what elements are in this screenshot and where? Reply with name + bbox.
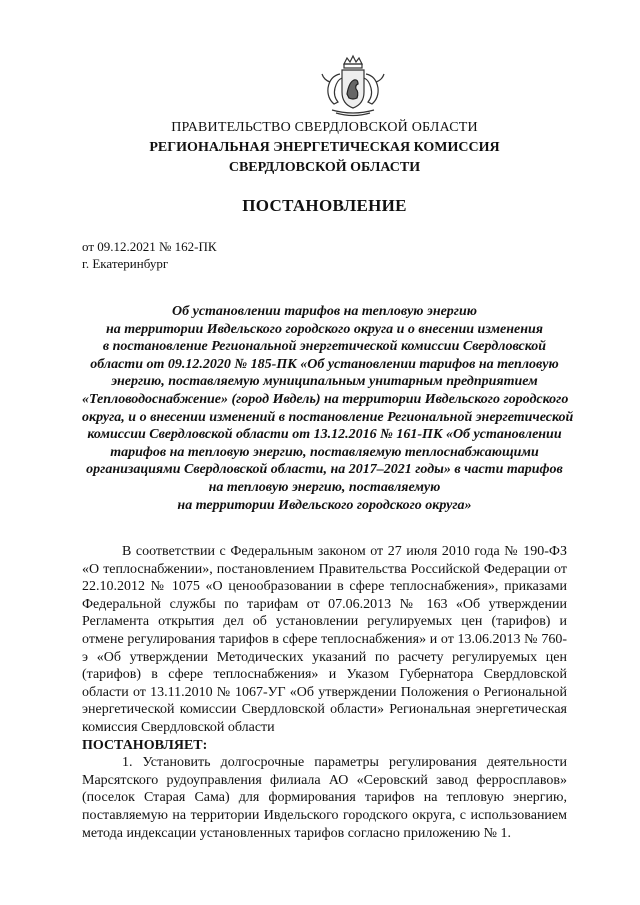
title-line: округа, и о внесении изменений в постановление Региональной энергетической [82,409,574,425]
title-line: на территории Ивдельского городского округа» [177,497,472,513]
decree-heading: ПОСТАНОВЛЯЕТ: [82,737,208,753]
title-line: тарифов на тепловую энергию, поставляемую теплоснабжающими [110,444,539,460]
preamble-paragraph: В соответствии с Федеральным законом от 27 июля 2010 года № 190-ФЗ «О теплоснабжении», постановлением Правительства Российской Федерации от 22.10.2012 № 1075 «О ценообразовании в сфере теплоснабжения», приказами Федеральной службы по тарифам от 07.06.2013 № 163 «Об утверждении Регламента открытия дел об установлении регулируемых цен (тарифов) и отмене регулирования тарифов в сфере теплоснабжения» и от 13.06.2013 № 760-э «Об утверждении Методических указаний по расчету регулируемых цен (тарифов) в сфере теплоснабжения» и Указом Губернатора Свердловской области от 13.11.2010 № 1067-УГ «Об утверждении Положения о Региональной энергетической комиссии Свердловской области» Региональная энергетическая комиссия Свердловской области [82,544,567,735]
document-type: ПОСТАНОВЛЕНИЕ [242,196,407,215]
document-meta [82,238,217,272]
title-line: на территории Ивдельского городского округа и о внесении изменения [105,321,544,337]
commission-name-line-2: СВЕРДЛОВСКОЙ ОБЛАСТИ [228,160,421,175]
government-name: ПРАВИТЕЛЬСТВО СВЕРДЛОВСКОЙ ОБЛАСТИ [171,120,478,135]
title-line: области от 09.12.2020 № 185-ПК «Об установлении тарифов на тепловую [90,356,559,372]
title-line: комиссии Свердловской области от 13.12.2016 № 161-ПК «Об установлении [87,427,562,443]
document-body [82,543,567,842]
title-line: в постановление Региональной энергетической комиссии Свердловской [102,339,547,355]
city: г. Екатеринбург [82,256,169,271]
title-line: организациями Свердловской области, на 2017–2021 годы» в части тарифов [86,462,563,478]
commission-name [82,138,567,178]
title-line: Об установлении тарифов на тепловую энергию [172,304,477,319]
title-line: на тепловую энергию, поставляемую [208,479,441,495]
commission-name-line-1: РЕГИОНАЛЬНАЯ ЭНЕРГЕТИЧЕСКАЯ КОМИССИЯ [149,140,500,155]
date-number: от 09.12.2021 № 162-ПК [82,239,217,254]
title-line: «Тепловодоснабжение» (город Ивдель) на территории Ивдельского городского [82,391,569,407]
coat-of-arms-icon [316,52,390,118]
item-1-paragraph: 1. Установить долгосрочные параметры регулирования деятельности Марсятского рудоуправления филиала АО «Серовский завод ферросплавов» (поселок Старая Сама) для формирования тарифов на тепловую энергию, поставляемую на территории Ивдельского городского округа, с использованием метода индексации установленных тарифов согласно приложению № 1. [82,755,567,841]
title-line: энергию, поставляемую муниципальным унитарным предприятием [111,374,538,390]
document-title [82,303,574,514]
